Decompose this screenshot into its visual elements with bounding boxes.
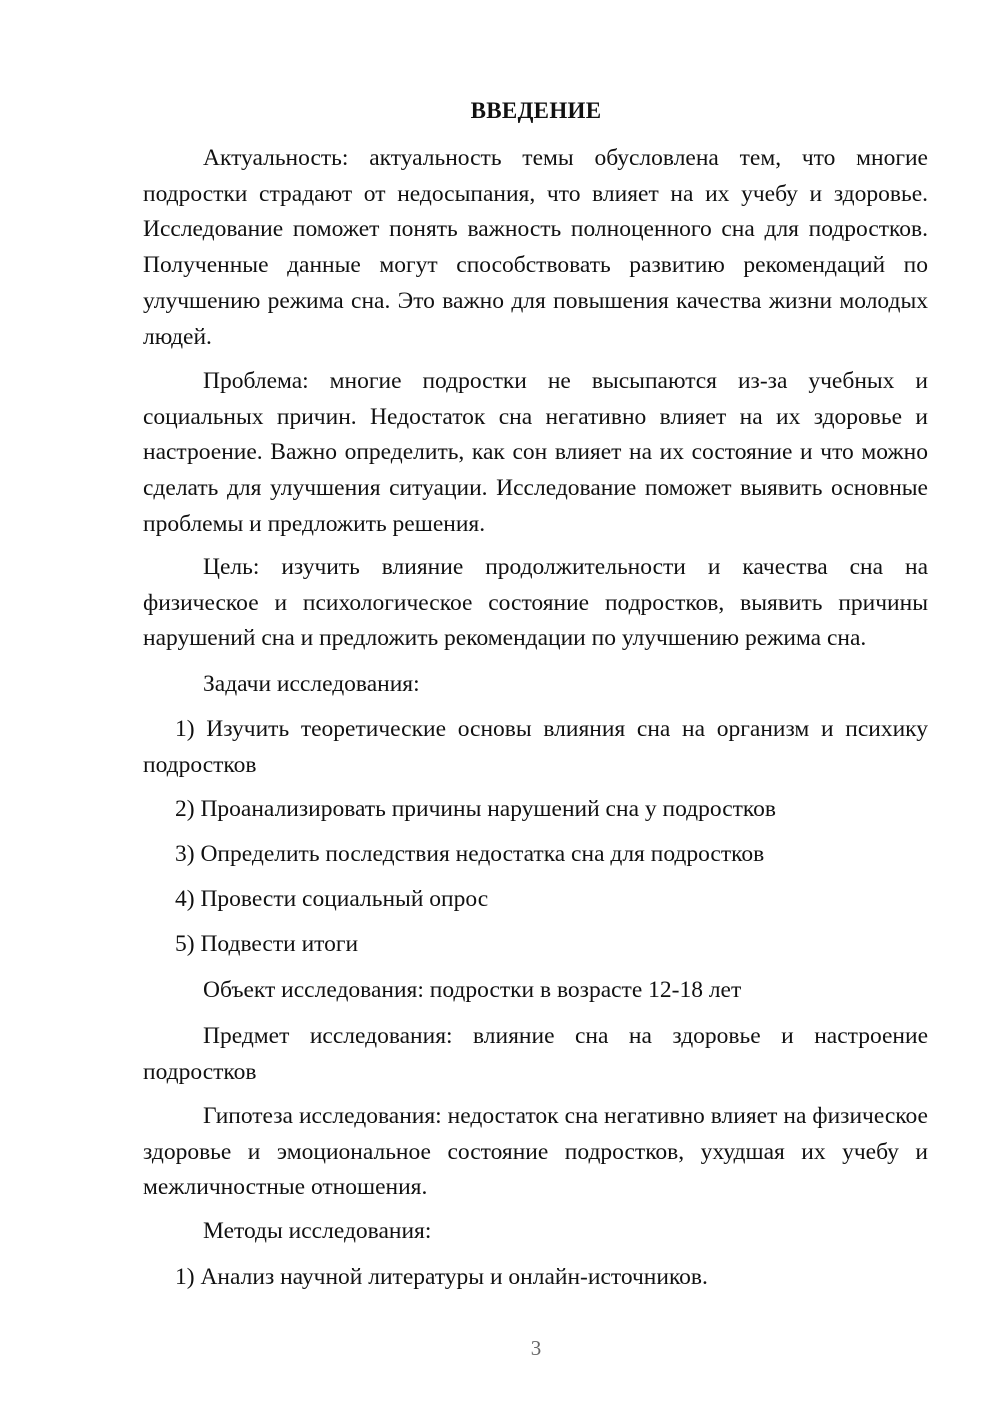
methods-title: Методы исследования:	[203, 1218, 432, 1244]
hypothesis-paragraph: Гипотеза исследования: недостаток сна негативно влияет на физическое здоровье и эмоциональное состояние подростков, ухудшая их учебу и межличностные отношения.	[143, 1103, 928, 1201]
object-paragraph: Объект исследования: подростки в возрасте 12-18 лет	[203, 977, 742, 1003]
page-number: 3	[530, 1336, 542, 1360]
task-item-4: 4) Провести социальный опрос	[175, 886, 489, 912]
tasks-title: Задачи исследования:	[203, 671, 420, 697]
method-item-1: 1) Анализ научной литературы и онлайн-источников.	[175, 1264, 708, 1290]
section-heading: ВВЕДЕНИЕ	[470, 98, 602, 123]
problem-paragraph: Проблема: многие подростки не высыпаются из-за учебных и социальных причин. Недостаток сна негативно влияет на их здоровье и настроение. Важно определить, как сон влияет на их состояние и что можно сделать для улучшения ситуации. Исследование поможет выявить основные проблемы и предложить решения.	[143, 368, 928, 537]
task-item-5: 5) Подвести итоги	[175, 931, 359, 957]
task-item-1: 1) Изучить теоретические основы влияния сна на организм и психику подростков	[143, 716, 928, 778]
task-item-2: 2) Проанализировать причины нарушений сна у подростков	[175, 796, 776, 822]
goal-paragraph: Цель: изучить влияние продолжительности и качества сна на физическое и психологическое состояние подростков, выявить причины нарушений сна и предложить рекомендации по улучшению режима сна.	[143, 554, 928, 652]
relevance-paragraph: Актуальность: актуальность темы обусловлена тем, что многие подростки страдают от недосыпания, что влияет на их учебу и здоровье. Исследование поможет понять важность полноценного сна для подростков. Полученные данные могут способствовать развитию рекомендаций по улучшению режима сна. Это важно для повышения качества жизни молодых людей.	[143, 145, 928, 350]
subject-paragraph: Предмет исследования: влияние сна на здоровье и настроение подростков	[143, 1023, 928, 1085]
task-item-3: 3) Определить последствия недостатка сна для подростков	[175, 841, 765, 867]
